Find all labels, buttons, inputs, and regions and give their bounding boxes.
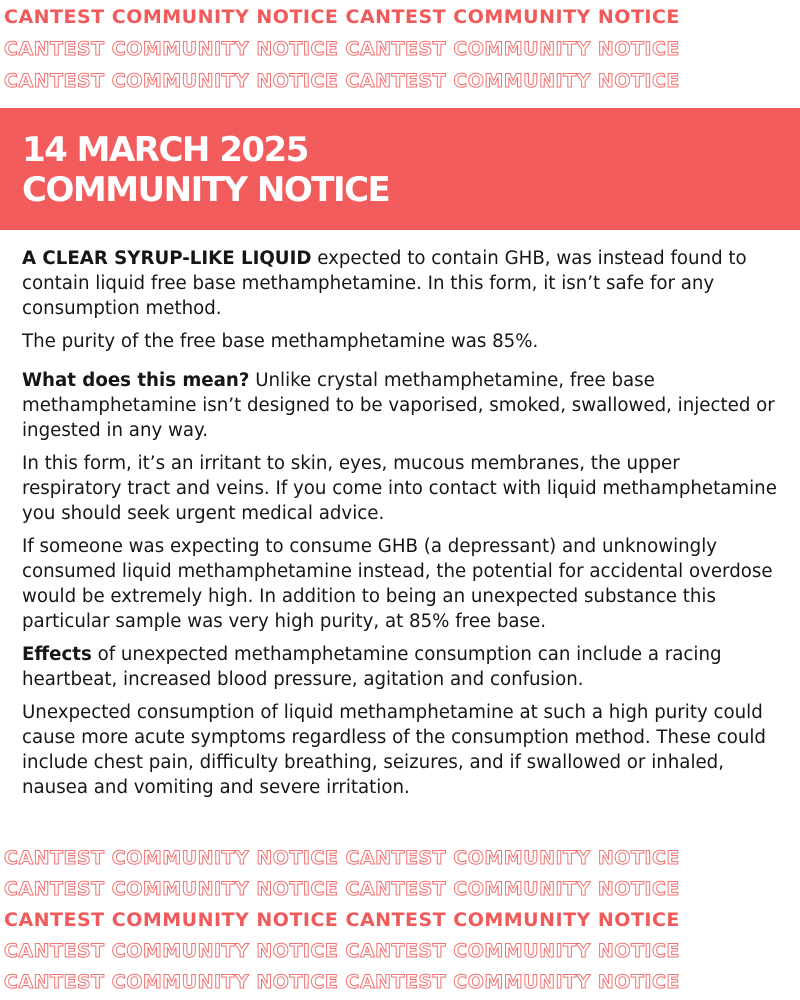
notice-date: 14 MARCH 2025 bbox=[22, 130, 308, 170]
paragraph bbox=[22, 642, 782, 692]
paragraph bbox=[22, 368, 782, 443]
paragraph bbox=[22, 451, 782, 526]
paragraph-lead: A CLEAR SYRUP-LIKE LIQUID bbox=[22, 248, 312, 269]
paragraph-text: Unexpected consumption of liquid methamphetamine at such a high purity could cause more acute symptoms regardless of the consumption method. These could include chest pain, difficulty breathing, seizures, and if swallowed or inhaled, nausea and vomiting and severe irritation. bbox=[22, 702, 766, 798]
notice-header bbox=[0, 108, 800, 230]
paragraph bbox=[22, 700, 782, 800]
ticker-line: CANTEST COMMUNITY NOTICE CANTEST COMMUNITY NOTICE bbox=[4, 971, 680, 993]
ticker-line: CANTEST COMMUNITY NOTICE CANTEST COMMUNITY NOTICE bbox=[4, 940, 680, 962]
paragraph-lead: What does this mean? bbox=[22, 370, 250, 391]
paragraph-text: In this form, it’s an irritant to skin, eyes, mucous membranes, the upper respiratory tract and veins. If you come into contact with liquid methamphetamine you should seek urgent medical advice. bbox=[22, 453, 777, 524]
paragraph-text: The purity of the free base methamphetamine was 85%. bbox=[22, 331, 539, 352]
top-ticker-band bbox=[0, 0, 800, 100]
paragraph bbox=[22, 329, 782, 354]
paragraph bbox=[22, 534, 782, 634]
ticker-line: CANTEST COMMUNITY NOTICE CANTEST COMMUNITY NOTICE bbox=[4, 847, 680, 869]
bottom-ticker-band bbox=[0, 842, 800, 1000]
ticker-line: CANTEST COMMUNITY NOTICE CANTEST COMMUNITY NOTICE bbox=[4, 6, 680, 28]
notice-body bbox=[22, 246, 782, 808]
paragraph-text: If someone was expecting to consume GHB (a depressant) and unknowingly consumed liquid methamphetamine instead, the potential for accidental overdose would be extremely high. In addition to being an unexpected substance this particular sample was very high purity, at 85% free base. bbox=[22, 536, 773, 632]
paragraph-text: expected to contain GHB, was instead found to contain liquid free base methamphetamine. In this form, it isn’t safe for any consumption method. bbox=[22, 248, 747, 319]
ticker-line: CANTEST COMMUNITY NOTICE CANTEST COMMUNITY NOTICE bbox=[4, 38, 680, 60]
ticker-line: CANTEST COMMUNITY NOTICE CANTEST COMMUNITY NOTICE bbox=[4, 70, 680, 92]
paragraph-lead: Effects bbox=[22, 644, 92, 665]
paragraph-text: of unexpected methamphetamine consumption can include a racing heartbeat, increased blood pressure, agitation and confusion. bbox=[22, 644, 722, 690]
ticker-line: CANTEST COMMUNITY NOTICE CANTEST COMMUNITY NOTICE bbox=[4, 909, 680, 931]
paragraph-text: Unlike crystal methamphetamine, free base methamphetamine isn’t designed to be vaporised, smoked, swallowed, injected or ingested in any way. bbox=[22, 370, 775, 441]
header-title bbox=[22, 130, 389, 210]
paragraph bbox=[22, 246, 782, 321]
ticker-line: CANTEST COMMUNITY NOTICE CANTEST COMMUNITY NOTICE bbox=[4, 878, 680, 900]
notice-title: COMMUNITY NOTICE bbox=[22, 170, 390, 210]
